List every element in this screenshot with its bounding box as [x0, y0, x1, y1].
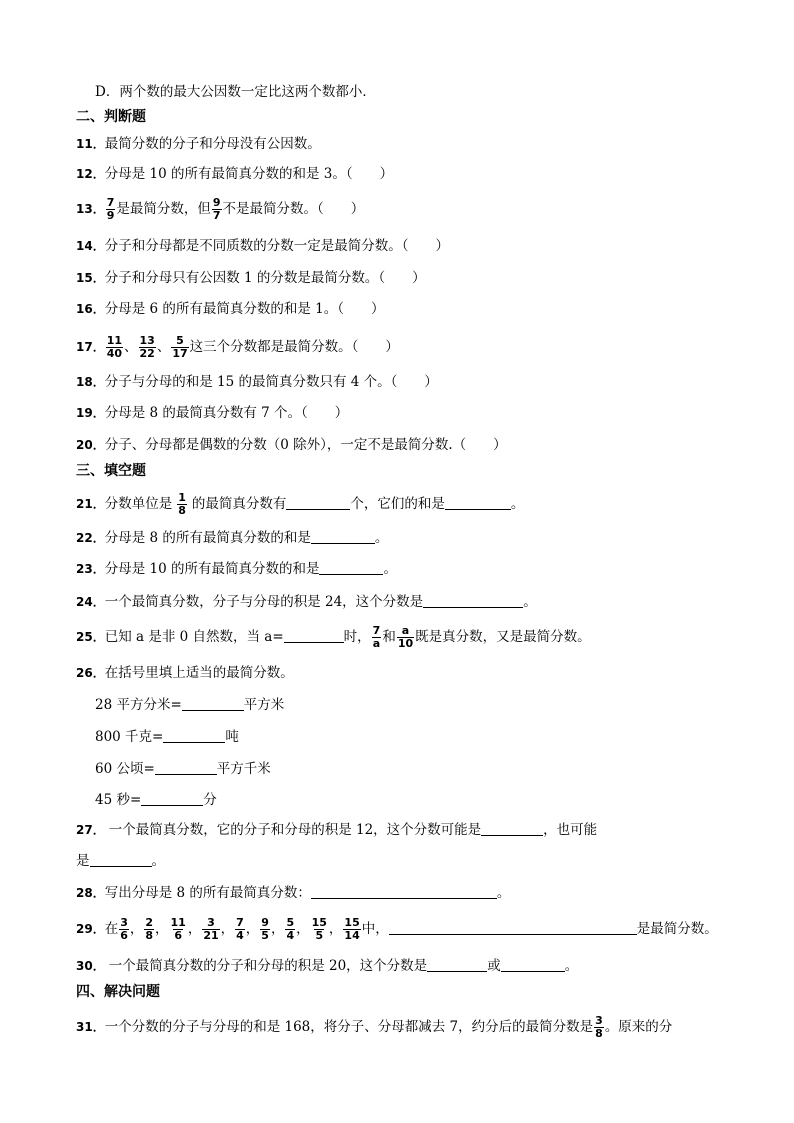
fraction: $\frac{3}{21}$ [203, 916, 219, 942]
answer-blank[interactable] [311, 529, 375, 544]
question-26-item-1: 28 平方分米= 平方米 [95, 697, 285, 713]
fraction: $\frac{3}{8}$ [595, 1014, 603, 1040]
fraction: $\frac{2}{8}$ [145, 916, 154, 942]
question-16: 16．分母是 6 的所有最简真分数的和是 1。（ ） [76, 301, 385, 317]
answer-blank[interactable] [141, 791, 203, 806]
question-23: 23．分母是 10 的所有最简真分数的和是 。 [76, 561, 397, 577]
fraction: $\frac{a}{10}$ [397, 624, 414, 650]
answer-blank[interactable] [155, 760, 217, 775]
fraction: $\frac{7}{a}$ [372, 624, 381, 650]
answer-blank[interactable] [286, 495, 350, 510]
question-26-item-2: 800 千克= 吨 [95, 729, 239, 745]
option-d: D．两个数的最大公因数一定比这两个数都小． [95, 84, 376, 100]
fraction: $\frac{15}{5}$ [311, 916, 327, 942]
answer-blank[interactable] [501, 957, 565, 972]
comma-separator: ， [328, 921, 343, 937]
fraction: $\frac{1}{8}$ [178, 491, 186, 517]
question-18: 18．分子与分母的和是 15 的最简真分数只有 4 个。（ ） [76, 374, 438, 390]
question-24: 24．一个最简真分数，分子与分母的积是 24，这个分数是 。 [76, 594, 537, 610]
answer-blank[interactable] [319, 560, 383, 575]
fraction: $\frac{5}{4}$ [286, 916, 295, 942]
fraction-list [118, 917, 362, 942]
answer-blank[interactable] [389, 920, 637, 935]
fraction: $\frac{5}{17}$ [172, 334, 188, 360]
answer-blank[interactable] [90, 852, 152, 867]
answer-blank[interactable] [445, 495, 511, 510]
answer-blank[interactable] [427, 957, 487, 972]
fraction: $\frac{7}{4}$ [236, 916, 244, 942]
question-15: 15．分子和分母只有公因数 1 的分数是最简分数。（ ） [76, 270, 426, 286]
question-11: 11．最简分数的分子和分母没有公因数。 [76, 136, 321, 152]
comma-separator: ， [129, 921, 144, 937]
comma-separator: ， [155, 921, 169, 937]
question-21: 21．分数单位是 $\frac{1}{8}$ 的最简真分数有 个，它们的和是 。 [76, 491, 525, 517]
fraction: $\frac{7}{9}$ [106, 196, 115, 222]
fraction: $\frac{3}{6}$ [120, 916, 128, 942]
question-14: 14．分子和分母都是不同质数的分数一定是最简分数。（ ） [76, 238, 449, 254]
question-13: 13． $\frac{7}{9}$ 是最简分数，但 $\frac{9}{7}$ 不是最简分数。（ ） [76, 196, 365, 222]
fraction: $\frac{11}{6}$ [170, 916, 186, 942]
answer-blank[interactable] [284, 628, 344, 643]
comma-separator: ， [245, 921, 260, 937]
section-heading-fill-in: 三、填空题 [76, 463, 146, 479]
comma-separator: ， [220, 921, 235, 937]
answer-blank[interactable] [182, 696, 244, 711]
answer-blank[interactable] [423, 593, 523, 608]
question-26: 26．在括号里填上适当的最简分数。 [76, 665, 294, 681]
fraction: $\frac{9}{5}$ [261, 916, 269, 942]
comma-separator: ， [296, 921, 310, 937]
question-17: 17． $\frac{11}{40}$ 、 $\frac{13}{22}$ 、 $\frac{5}{17}$ 这三个分数都是最简分数。（ ） [76, 334, 399, 360]
fraction: $\frac{11}{40}$ [106, 334, 123, 360]
question-30: 30． 一个最简真分数的分子和分母的积是 20，这个分数是 或 。 [76, 958, 579, 974]
fraction: $\frac{15}{14}$ [344, 916, 360, 942]
question-12: 12．分母是 10 的所有最简真分数的和是 3。（ ） [76, 166, 394, 182]
question-19: 19．分母是 8 的最简真分数有 7 个。（ ） [76, 405, 349, 421]
comma-separator: ， [187, 921, 202, 937]
question-27: 27． 一个最简真分数，它的分子和分母的积是 12，这个分数可能是 ，也可能 [76, 822, 598, 838]
question-26-item-3: 60 公顷= 平方千米 [95, 761, 271, 777]
question-20: 20．分子、分母都是偶数的分数（0 除外），一定不是最简分数.（ ） [76, 437, 507, 453]
answer-blank[interactable] [481, 821, 543, 836]
answer-blank[interactable] [311, 884, 497, 899]
question-27-continued: 是 。 [76, 853, 165, 869]
fraction: $\frac{9}{7}$ [212, 196, 221, 222]
question-28: 28．写出分母是 8 的所有最简真分数： 。 [76, 885, 511, 901]
section-heading-problem-solving: 四、解决问题 [76, 984, 160, 1000]
question-25: 25．已知 a 是非 0 自然数，当 a= 时， $\frac{7}{a}$ 和 $\frac{a}{10}$ 既是真分数，又是最简分数。 [76, 624, 591, 650]
question-29: 29．在 $\frac{3}{6}$ ， $\frac{2}{8}$ ， $\frac{11}{6}$ ， $\frac{3}{21}$ ， $\frac{7}{4}$ ， $\frac{9}{5}$ ， $\frac{5}{4}$ ， $\frac{15}{5}$ ， $\frac{15}{14}$ 中， 是最简分数。 [76, 916, 718, 942]
section-heading-judgement: 二、判断题 [76, 109, 146, 125]
question-22: 22．分母是 8 的所有最简真分数的和是 。 [76, 530, 389, 546]
question-26-item-4: 45 秒= 分 [95, 792, 217, 808]
answer-blank[interactable] [163, 728, 225, 743]
comma-separator: ， [270, 921, 285, 937]
fraction: $\frac{13}{22}$ [139, 334, 155, 360]
question-31: 31．一个分数的分子与分母的和是 168，将分子、分母都减去 7，约分后的最简分数是 $\frac{3}{8}$ 。原来的分 [76, 1014, 673, 1040]
